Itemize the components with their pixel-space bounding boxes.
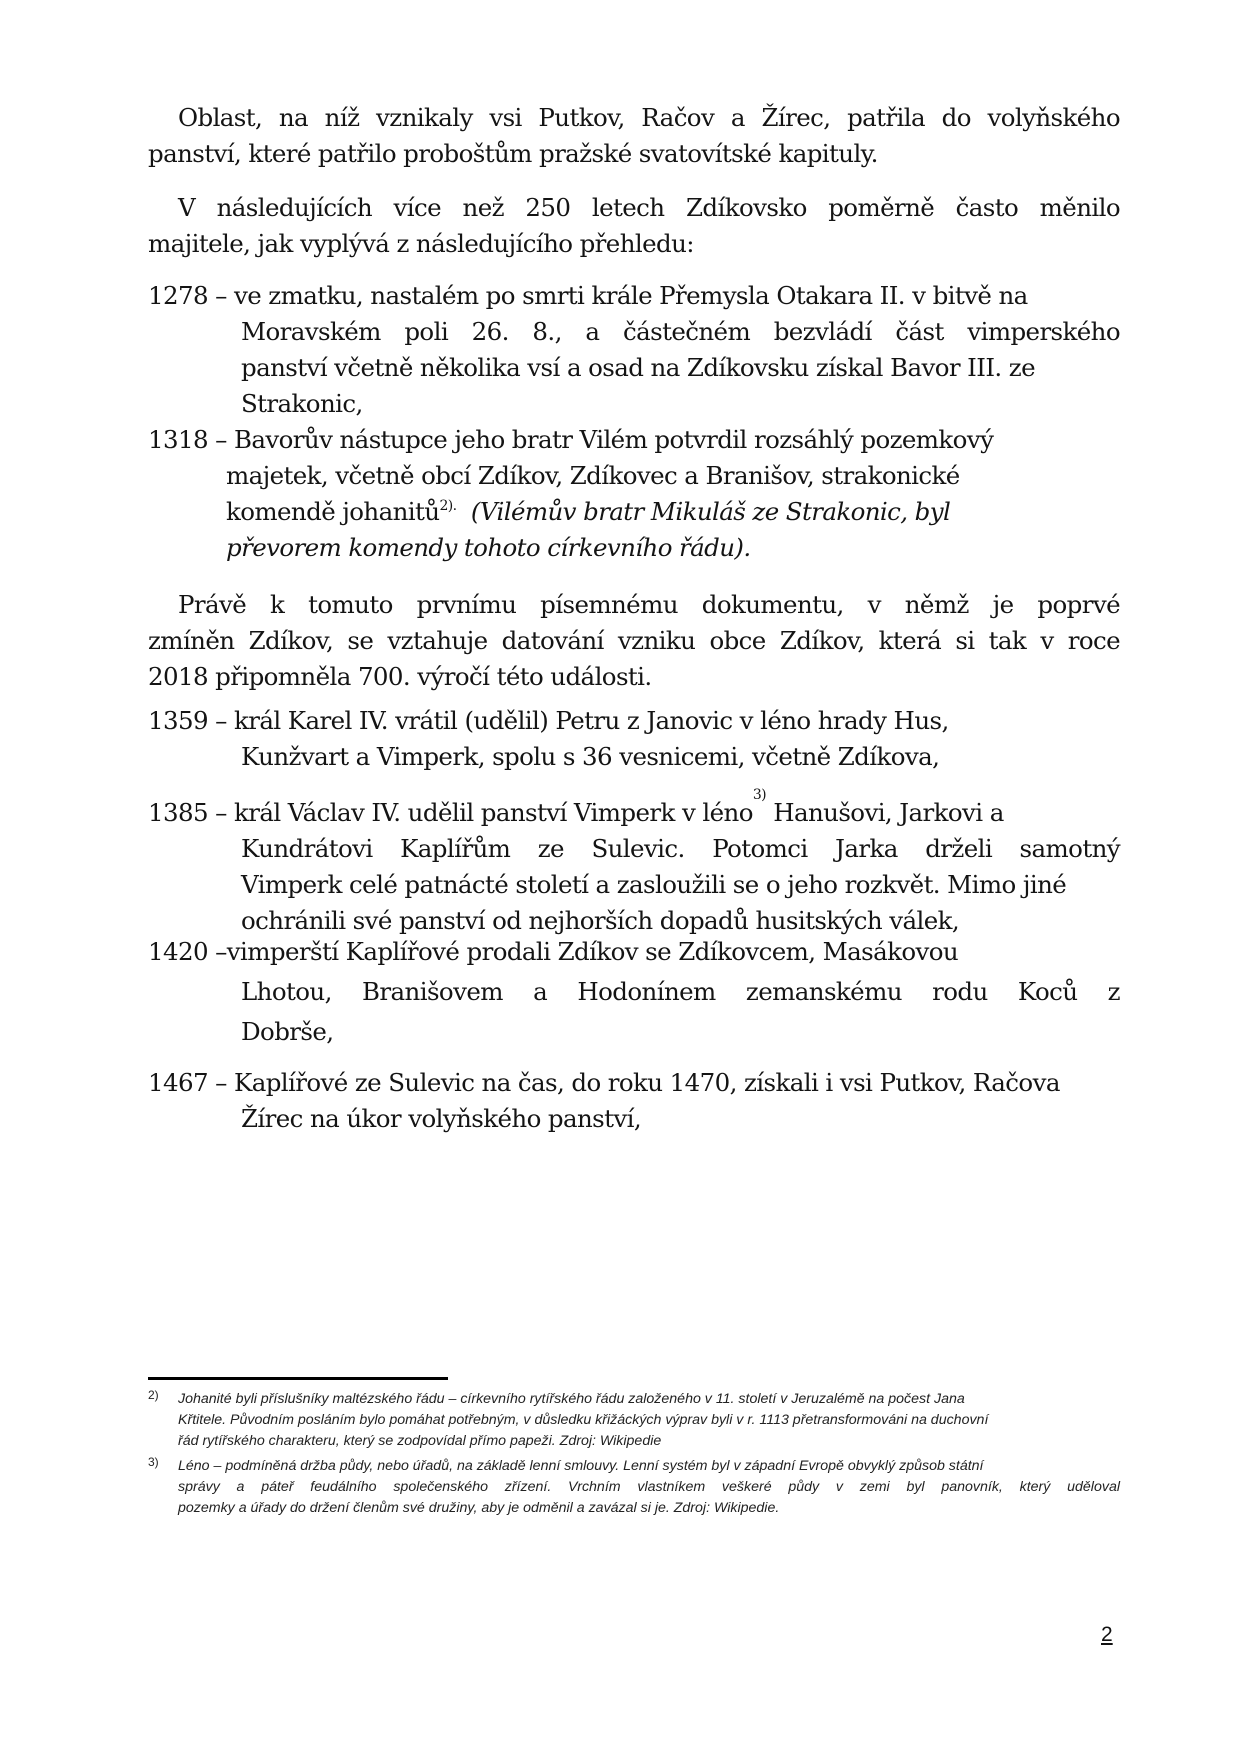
footnote-3 <box>148 1456 1120 1519</box>
text-line: král Václav IV. udělil panství Vimperk v léno <box>233 798 753 827</box>
text-line: Kaplířové ze Sulevic na čas, do roku 1470, získali i vsi Putkov, Račova <box>233 1068 1060 1097</box>
text-line: panství včetně několika vsí a osad na Zdíkovsku získal Bavor III. ze <box>241 353 1035 382</box>
text-line: majitele, jak vyplývá z následujícího přehledu: <box>148 229 694 258</box>
timeline-entry-1359 <box>148 703 1120 775</box>
footnote-ref-2[interactable]: 2). <box>439 498 457 514</box>
footnote-line: Léno – podmíněná držba půdy, nebo úřadů, na základě lenní smlouvy. Lenní systém byl v západní Evropě obvyklý způsob státní <box>178 1458 984 1474</box>
timeline-entry-1420 <box>148 932 1120 1052</box>
text-line: Dobrše, <box>241 1017 334 1046</box>
paragraph-founding <box>148 587 1120 695</box>
footnote-separator <box>148 1377 448 1380</box>
text-line: 2018 připomněla 700. výročí této události. <box>148 662 652 691</box>
timeline-dash: – <box>207 798 234 827</box>
timeline-entry-1278 <box>148 278 1120 422</box>
timeline-dash: – <box>207 706 234 735</box>
text-line: Strakonic, <box>241 389 363 418</box>
text-line: Právě k tomuto prvnímu písemnému dokumentu, v němž je poprvé <box>178 590 1120 619</box>
footnote-line: Johanité byli příslušníky maltézského řádu – církevního rytířského řádu založeného v 11. století v Jeruzalémě na počest Jana <box>178 1391 965 1407</box>
text-line: Hanušovi, Jarkovi a <box>766 798 1004 827</box>
footnote-2 <box>148 1389 1120 1452</box>
page-number: 2 <box>1101 1623 1113 1646</box>
text-line: majetek, včetně obcí Zdíkov, Zdíkovec a Branišov, strakonické <box>226 461 960 490</box>
text-line: Lhotou, Branišovem a Hodonínem zemanskému rodu Koců z <box>241 977 1120 1006</box>
text-line: ochránili své panství od nejhorších dopadů husitských válek, <box>241 906 960 935</box>
text-line: Kunžvart a Vimperk, spolu s 36 vesnicemi, včetně Zdíkova, <box>241 742 940 771</box>
footnote-line: pozemky a úřady do držení členům své družiny, aby je odměnil a zavázal si je. Zdroj: Wikipedie. <box>178 1500 780 1516</box>
timeline-year: 1467 <box>148 1068 208 1097</box>
text-line: Kundrátovi Kaplířům ze Sulevic. Potomci Jarka drželi samotný <box>241 834 1120 863</box>
text-line: král Karel IV. vrátil (udělil) Petru z Janovic v léno hrady Hus, <box>233 706 949 735</box>
timeline-year: 1385 <box>148 798 208 827</box>
text-line: ve zmatku, nastalém po smrti krále Přemysla Otakara II. v bitvě na <box>233 281 1028 310</box>
timeline-year: 1420 <box>148 937 208 966</box>
timeline-year: 1359 <box>148 706 208 735</box>
text-line: Oblast, na níž vznikaly vsi Putkov, Račov a Žírec, patřila do volyňského <box>178 103 1120 132</box>
text-line: vimperští Kaplířové prodali Zdíkov se Zdíkovcem, Masákovou <box>226 937 959 966</box>
text-line: Žírec na úkor volyňského panství, <box>241 1104 642 1133</box>
text-line: Bavorův nástupce jeho bratr Vilém potvrdil rozsáhlý pozemkový <box>233 425 994 454</box>
footnote-line: Křtitele. Původním posláním bylo pomáhat potřebným, v důsledku křižáckých výprav byli v r. 1113 přetransformováni na duchovní <box>178 1412 989 1428</box>
text-line: V následujících více než 250 letech Zdíkovsko poměrně často měnilo <box>178 193 1120 222</box>
footnote-number: 3) <box>148 1455 159 1469</box>
footnote-line: řád rytířského charakteru, který se zodpovídal přímo papeži. Zdroj: Wikipedie <box>178 1433 662 1449</box>
paragraph-intro <box>148 100 1120 172</box>
timeline-dash: – <box>207 281 234 310</box>
text-line: panství, které patřilo proboštům pražské svatovítské kapituly. <box>148 139 878 168</box>
italic-note: převorem komendy tohoto církevního řádu). <box>226 533 751 562</box>
timeline-year: 1278 <box>148 281 208 310</box>
text-line: Vimperk celé patnácté století a zasloužili se o jeho rozkvět. Mimo jiné <box>241 870 1067 899</box>
text-line: komendě johanitů <box>226 497 440 526</box>
timeline-entry-1318 <box>148 422 1120 566</box>
footnote-number: 2) <box>148 1388 159 1402</box>
text-line: Moravském poli 26. 8., a částečném bezvládí část vimperského <box>241 317 1120 346</box>
timeline-entry-1467 <box>148 1065 1120 1137</box>
text-line: zmíněn Zdíkov, se vztahuje datování vzniku obce Zdíkov, která si tak v roce <box>148 626 1120 655</box>
footnote-line: správy a páteř feudálního společenského zřízení. Vrchním vlastníkem veškeré půdy v zemi byl panovník, který uděloval <box>178 1479 1120 1495</box>
timeline-dash: – <box>207 1068 234 1097</box>
italic-note: (Vilémův bratr Mikuláš ze Strakonic, byl <box>470 497 951 526</box>
timeline-dash: – <box>207 937 227 966</box>
timeline-dash: – <box>207 425 234 454</box>
footnote-ref-3[interactable]: 3) <box>752 787 767 803</box>
timeline-year: 1318 <box>148 425 208 454</box>
paragraph-overview <box>148 190 1120 262</box>
timeline-entry-1385 <box>148 787 1120 939</box>
